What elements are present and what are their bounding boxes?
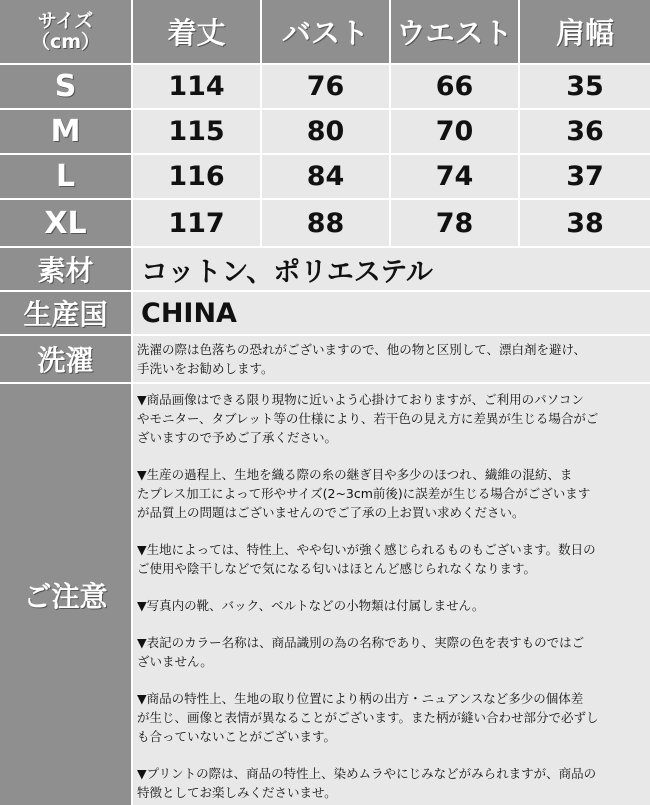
washing-line-2: 手洗いをお勧めします。 [137,361,274,376]
row-header-l: L [0,155,131,198]
note-item: ▼商品画像はできる限り現物に近いよう心掛けておりますが、ご利用のパソコン やモニター、タブレット等の仕様により、若干色の見え方に差異が生じる場合がご ざいますので予めご了承ください。 [137,392,599,445]
row-header-s: S [0,65,131,108]
cell-l-bust: 84 [262,155,389,198]
origin-value: CHINA [133,292,650,334]
cell-s-bust: 76 [262,65,389,108]
row-header-xl: XL [0,200,131,246]
note-item: ▼写真内の靴、バック、ベルトなどの小物類は付属しません。 [137,598,485,613]
note-item: ▼生地によっては、特性上、やや匂いが強く感じられるものもございます。数日の ご使用や陰干しなどで気になる匂いはほとんど感じられなくなります。 [137,542,596,576]
notes-label: ご注意 [0,384,131,805]
cell-xl-length: 117 [133,200,260,246]
material-value: コットン、ポリエステル [133,248,650,290]
washing-label: 洗濯 [0,336,131,382]
note-item: ▼生産の過程上、生地を織る際の糸の継ぎ目や多少のほつれ、繊維の混紡、ま たプレス加工によって形やサイズ(2~3cm前後)に誤差が生じる場合がございます が品質上の問題はございませんのでご了承の上お買い求めください。 [137,467,591,520]
cell-l-shoulder: 37 [520,155,650,198]
cell-s-length: 114 [133,65,260,108]
material-label: 素材 [0,248,131,290]
cell-l-waist: 74 [391,155,518,198]
column-header-waist: ウエスト [391,0,518,63]
cell-m-waist: 70 [391,110,518,153]
cell-l-length: 116 [133,155,260,198]
cell-xl-bust: 88 [262,200,389,246]
cell-m-bust: 80 [262,110,389,153]
cell-m-length: 115 [133,110,260,153]
cell-s-shoulder: 35 [520,65,650,108]
origin-label: 生産国 [0,292,131,334]
column-header-shoulder: 肩幅 [520,0,650,63]
cell-m-shoulder: 36 [520,110,650,153]
notes-text [133,384,650,805]
washing-line-1: 洗濯の際は色落ちの恐れがございますので、他の物と区別して、漂白剤を避け、 [137,342,587,357]
note-item: ▼プリントの際は、商品の特性上、染めムラやにじみなどがみられますが、商品の 特徴としてお楽しみくださいませ。 [137,766,597,800]
size-unit-header [0,0,131,63]
note-item: ▼商品の特性上、生地の取り位置により柄の出方・ニュアンスなど多少の個体差 が生じ、画像と表情が異なることがございます。また柄が縫い合わせ部分で必ずし も合っていないことがございます。 [137,691,599,744]
row-header-m: M [0,110,131,153]
washing-text [133,336,650,382]
column-header-bust: バスト [262,0,389,63]
cell-xl-waist: 78 [391,200,518,246]
cell-s-waist: 66 [391,65,518,108]
unit-header-label: （cm） [30,30,101,53]
cell-xl-shoulder: 38 [520,200,650,246]
column-header-length: 着丈 [133,0,260,63]
note-item: ▼表記のカラー名称は、商品識別の為の名称であり、実際の色を表すものではご ざいません。 [137,635,585,669]
size-header-label: サイズ [37,9,94,32]
